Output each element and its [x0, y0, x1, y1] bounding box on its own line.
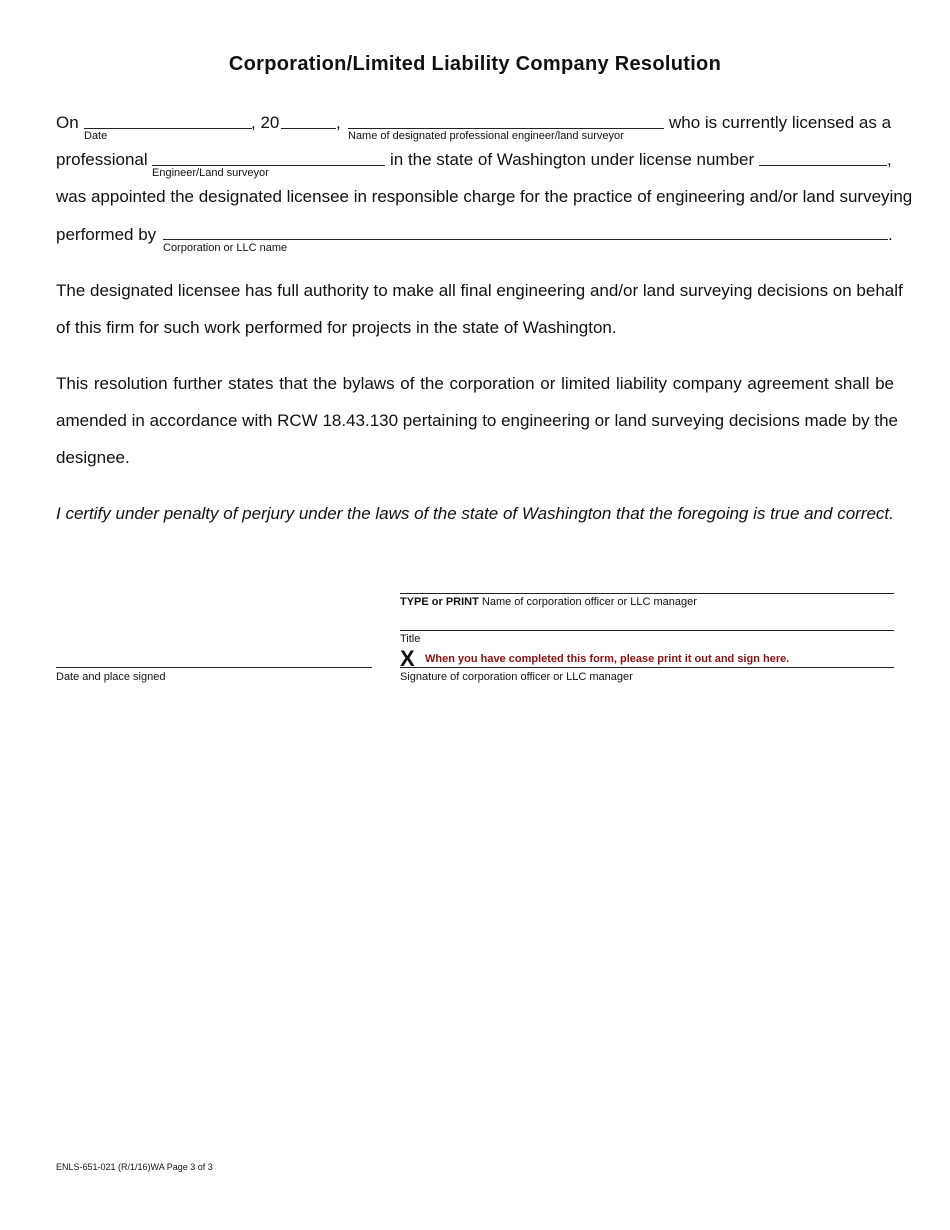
type-print-rest: Name of corporation officer or LLC manager: [478, 596, 697, 608]
text-on: On: [56, 113, 79, 132]
text-licensed-as: who is currently licensed as a: [669, 113, 892, 132]
license-number-field[interactable]: [759, 147, 891, 167]
corporation-name-label: Corporation or LLC name: [163, 242, 288, 254]
signature-line: [400, 667, 894, 668]
corporation-name-field[interactable]: [163, 221, 892, 241]
date-place-field[interactable]: [56, 648, 376, 668]
title-field[interactable]: [400, 611, 898, 631]
text-comma-2: ,: [887, 150, 892, 169]
title-label: Title: [400, 633, 421, 645]
text-comma-1: ,: [336, 113, 341, 132]
officer-name-field[interactable]: [400, 574, 898, 594]
certification-statement: I certify under penalty of perjury under the laws of the state of Washington that the foregoing is true and correct.: [56, 504, 894, 523]
appointed-text: was appointed the designated licensee in responsible charge for the practice of engineering and/or land surveying: [56, 187, 913, 206]
signature-area[interactable]: [400, 648, 894, 666]
date-place-label: Date and place signed: [56, 671, 166, 683]
text-state-license: in the state of Washington under license number: [390, 150, 755, 169]
text-performed-by: performed by: [56, 225, 157, 244]
authority-paragraph-line: The designated licensee has full authority to make all final engineering and/or land surveying decisions on behalf: [56, 281, 903, 300]
form-footer: ENLS-651-021 (R/1/16)WA Page 3 of 3: [56, 1162, 213, 1172]
text-twenty: , 20: [251, 113, 280, 132]
type-print-emphasis: TYPE or PRINT: [400, 596, 479, 608]
authority-paragraph-line: of this firm for such work performed for projects in the state of Washington.: [56, 318, 617, 337]
engineer-surveyor-label: Engineer/Land surveyor: [152, 167, 269, 179]
date-label: Date: [84, 130, 108, 142]
sign-here-instruction: When you have completed this form, please print it out and sign here.: [425, 653, 790, 665]
officer-name-label: [400, 596, 697, 608]
bylaws-paragraph-line: designee.: [56, 448, 130, 467]
licensee-name-label: Name of designated professional engineer/land surveyor: [348, 130, 624, 142]
engineer-surveyor-field[interactable]: [152, 147, 389, 167]
page-title: Corporation/Limited Liability Company Resolution: [228, 53, 722, 75]
bylaws-paragraph-line: amended in accordance with RCW 18.43.130 pertaining to engineering or land surveying decisions made by the: [56, 411, 899, 430]
licensee-name-field[interactable]: [348, 110, 668, 130]
text-professional: professional: [56, 150, 148, 169]
bylaws-paragraph-line: This resolution further states that the bylaws of the corporation or limited liability company agreement shall be: [56, 374, 894, 393]
year-field[interactable]: [281, 110, 340, 130]
signature-x-mark: X: [400, 646, 415, 671]
signature-label: Signature of corporation officer or LLC manager: [400, 671, 633, 683]
date-field[interactable]: [84, 110, 256, 130]
text-period: .: [888, 225, 893, 244]
